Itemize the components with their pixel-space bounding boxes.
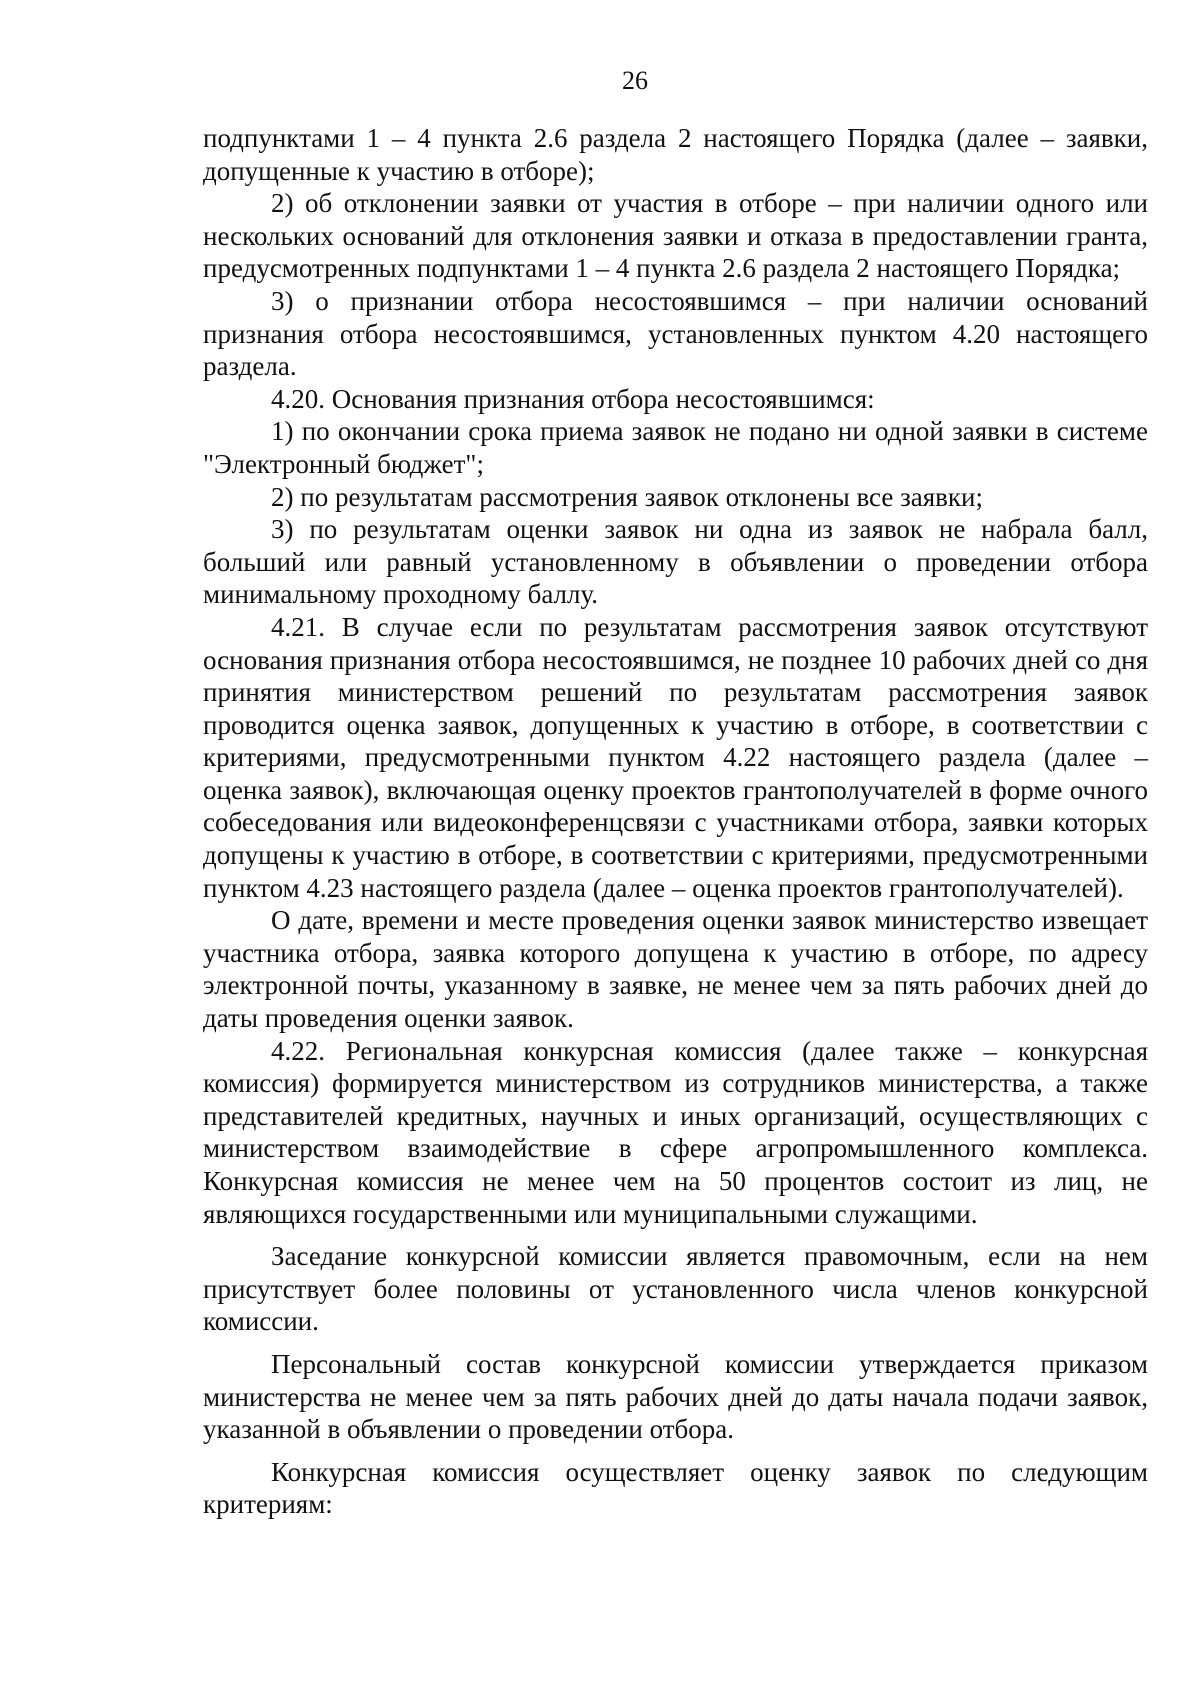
paragraph-4-20-heading: 4.20. Основания признания отбора несостоявшимся:: [271, 383, 875, 414]
page-body: [203, 122, 1148, 1521]
page-number: 26: [622, 66, 648, 95]
paragraph-4-20-item-3: 3) по результатам оценки заявок ни одна из заявок не набрала балл, больший или равный установленному в объявлении о проведении отбора минимальному проходному баллу.: [203, 514, 1148, 610]
paragraph-continuation: подпунктами 1 – 4 пункта 2.6 раздела 2 настоящего Порядка (далее – заявки, допущенные к участию в отборе);: [203, 123, 1148, 186]
paragraph-item-2-rejection: 2) об отклонении заявки от участия в отборе – при наличии одного или нескольких оснований для отклонения заявки и отказа в предоставлении гранта, предусмотренных подпунктами 1 – 4 пункта 2.6 раздела 2 настоящего Порядка;: [203, 188, 1148, 284]
paragraph-evaluation-criteria: Конкурсная комиссия осуществляет оценку заявок по следующим критериям:: [203, 1456, 1148, 1520]
paragraph-4-21: 4.21. В случае если по результатам рассмотрения заявок отсутствуют основания признания отбора несостоявшимся, не позднее 10 рабочих дней со дня принятия министерством решений по результатам рассмотрения заявок проводится оценка заявок, допущенных к участию в отборе, в соответствии с критериями, предусмотренными пунктом 4.22 настоящего раздела (далее – оценка заявок), включающая оценку проектов грантополучателей в форме очного собеседования или видеоконференцсвязи с участниками отбора, заявки которых допущены к участию в отборе, в соответствии с критериями, предусмотренными пунктом 4.23 настоящего раздела (далее – оценка проектов грантополучателей).: [203, 611, 1148, 903]
paragraph-4-20-item-2: 2) по результатам рассмотрения заявок отклонены все заявки;: [271, 481, 983, 512]
paragraph-notice-of-evaluation: О дате, времени и месте проведения оценки заявок министерство извещает участника отбора, заявка которого допущена к участию в отборе, по адресу электронной почты, указанному в заявке, не менее чем за пять рабочих дней до даты проведения оценки заявок.: [203, 905, 1148, 1034]
paragraph-4-20-item-1: 1) по окончании срока приема заявок не подано ни одной заявки в системе "Электронный бюджет";: [203, 416, 1148, 479]
paragraph-commission-composition: Персональный состав конкурсной комиссии утверждается приказом министерства не менее чем за пять рабочих дней до даты начала подачи заявок, указанной в объявлении о проведении отбора.: [203, 1348, 1148, 1445]
paragraph-item-3-failed-selection: 3) о признании отбора несостоявшимся – при наличии оснований признания отбора несостоявшимся, установленных пунктом 4.20 настоящего раздела.: [203, 285, 1148, 382]
paragraph-4-22: 4.22. Региональная конкурсная комиссия (далее также – конкурсная комиссия) формируется министерством из сотрудников министерства, а также представителей кредитных, научных и иных организаций, осуществляющих с министерством взаимодействие в сфере агропромышленного комплекса. Конкурсная комиссия не менее чем на 50 процентов состоит из лиц, не являющихся государственными или муниципальными служащими.: [203, 1035, 1148, 1229]
paragraph-quorum: Заседание конкурсной комиссии является правомочным, если на нем присутствует более половины от установленного числа членов конкурсной комиссии.: [203, 1241, 1148, 1337]
